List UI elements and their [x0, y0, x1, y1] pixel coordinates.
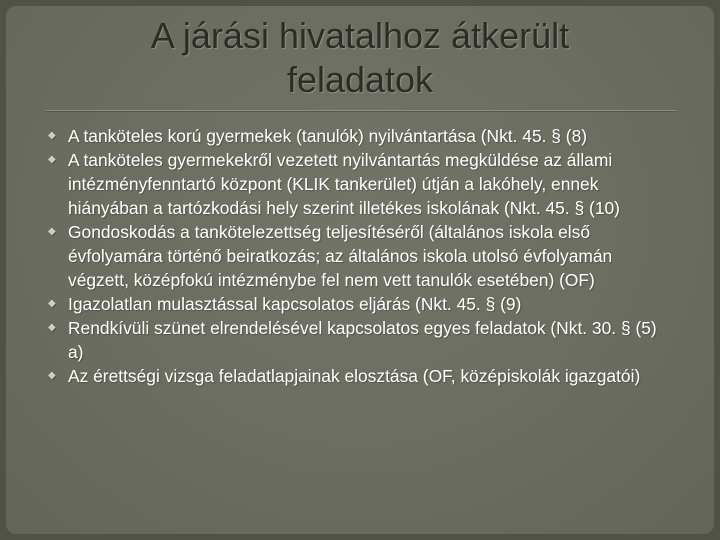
bullet-item-2 [46, 148, 676, 220]
bullet-item-6 [46, 364, 676, 388]
bullet-item-1 [46, 124, 676, 148]
bullet-text: A tanköteles gyermekekről vezetett nyilvántartás megküldése az állami intézményfenntartó központ (KLIK tankerület) útján a lakóhely, ennek hiányában a tartózkodási hely szerint illetékes iskolának (Nkt. 45. § (10) [68, 150, 620, 218]
bullet-text: Az érettségi vizsga feladatlapjainak elosztása (OF, középiskolák igazgatói) [68, 366, 641, 386]
bullet-text: Gondoskodás a tankötelezettség teljesítéséről (általános iskola első évfolyamára történő beiratkozás; az általános iskola utolsó évfolyamán végzett, középfokú intézménybe fel nem vett tanulók esetében) (OF) [68, 222, 613, 290]
diamond-bullet-icon: ◆ [48, 298, 56, 309]
diamond-bullet-icon: ◆ [48, 322, 56, 333]
bullet-text: A tanköteles korú gyermekek (tanulók) nyilvántartása (Nkt. 45. § (8) [68, 126, 588, 146]
bullet-list [46, 124, 676, 388]
diamond-bullet-icon: ◆ [48, 370, 56, 381]
title-divider [46, 110, 676, 112]
bullet-item-5 [46, 316, 676, 364]
bullet-text: Rendkívüli szünet elrendelésével kapcsolatos egyes feladatok (Nkt. 30. § (5) a) [68, 318, 657, 362]
bullet-item-4 [46, 292, 676, 316]
bullet-item-3 [46, 220, 676, 292]
diamond-bullet-icon: ◆ [48, 154, 56, 165]
slide-title-line-1: A járási hivatalhoz átkerült [150, 15, 570, 56]
diamond-bullet-icon: ◆ [48, 130, 56, 141]
diamond-bullet-icon: ◆ [48, 226, 56, 237]
bullet-text: Igazolatlan mulasztással kapcsolatos eljárás (Nkt. 45. § (9) [68, 294, 522, 314]
slide-title-line-2: feladatok [286, 59, 434, 100]
slide-title [0, 14, 720, 102]
